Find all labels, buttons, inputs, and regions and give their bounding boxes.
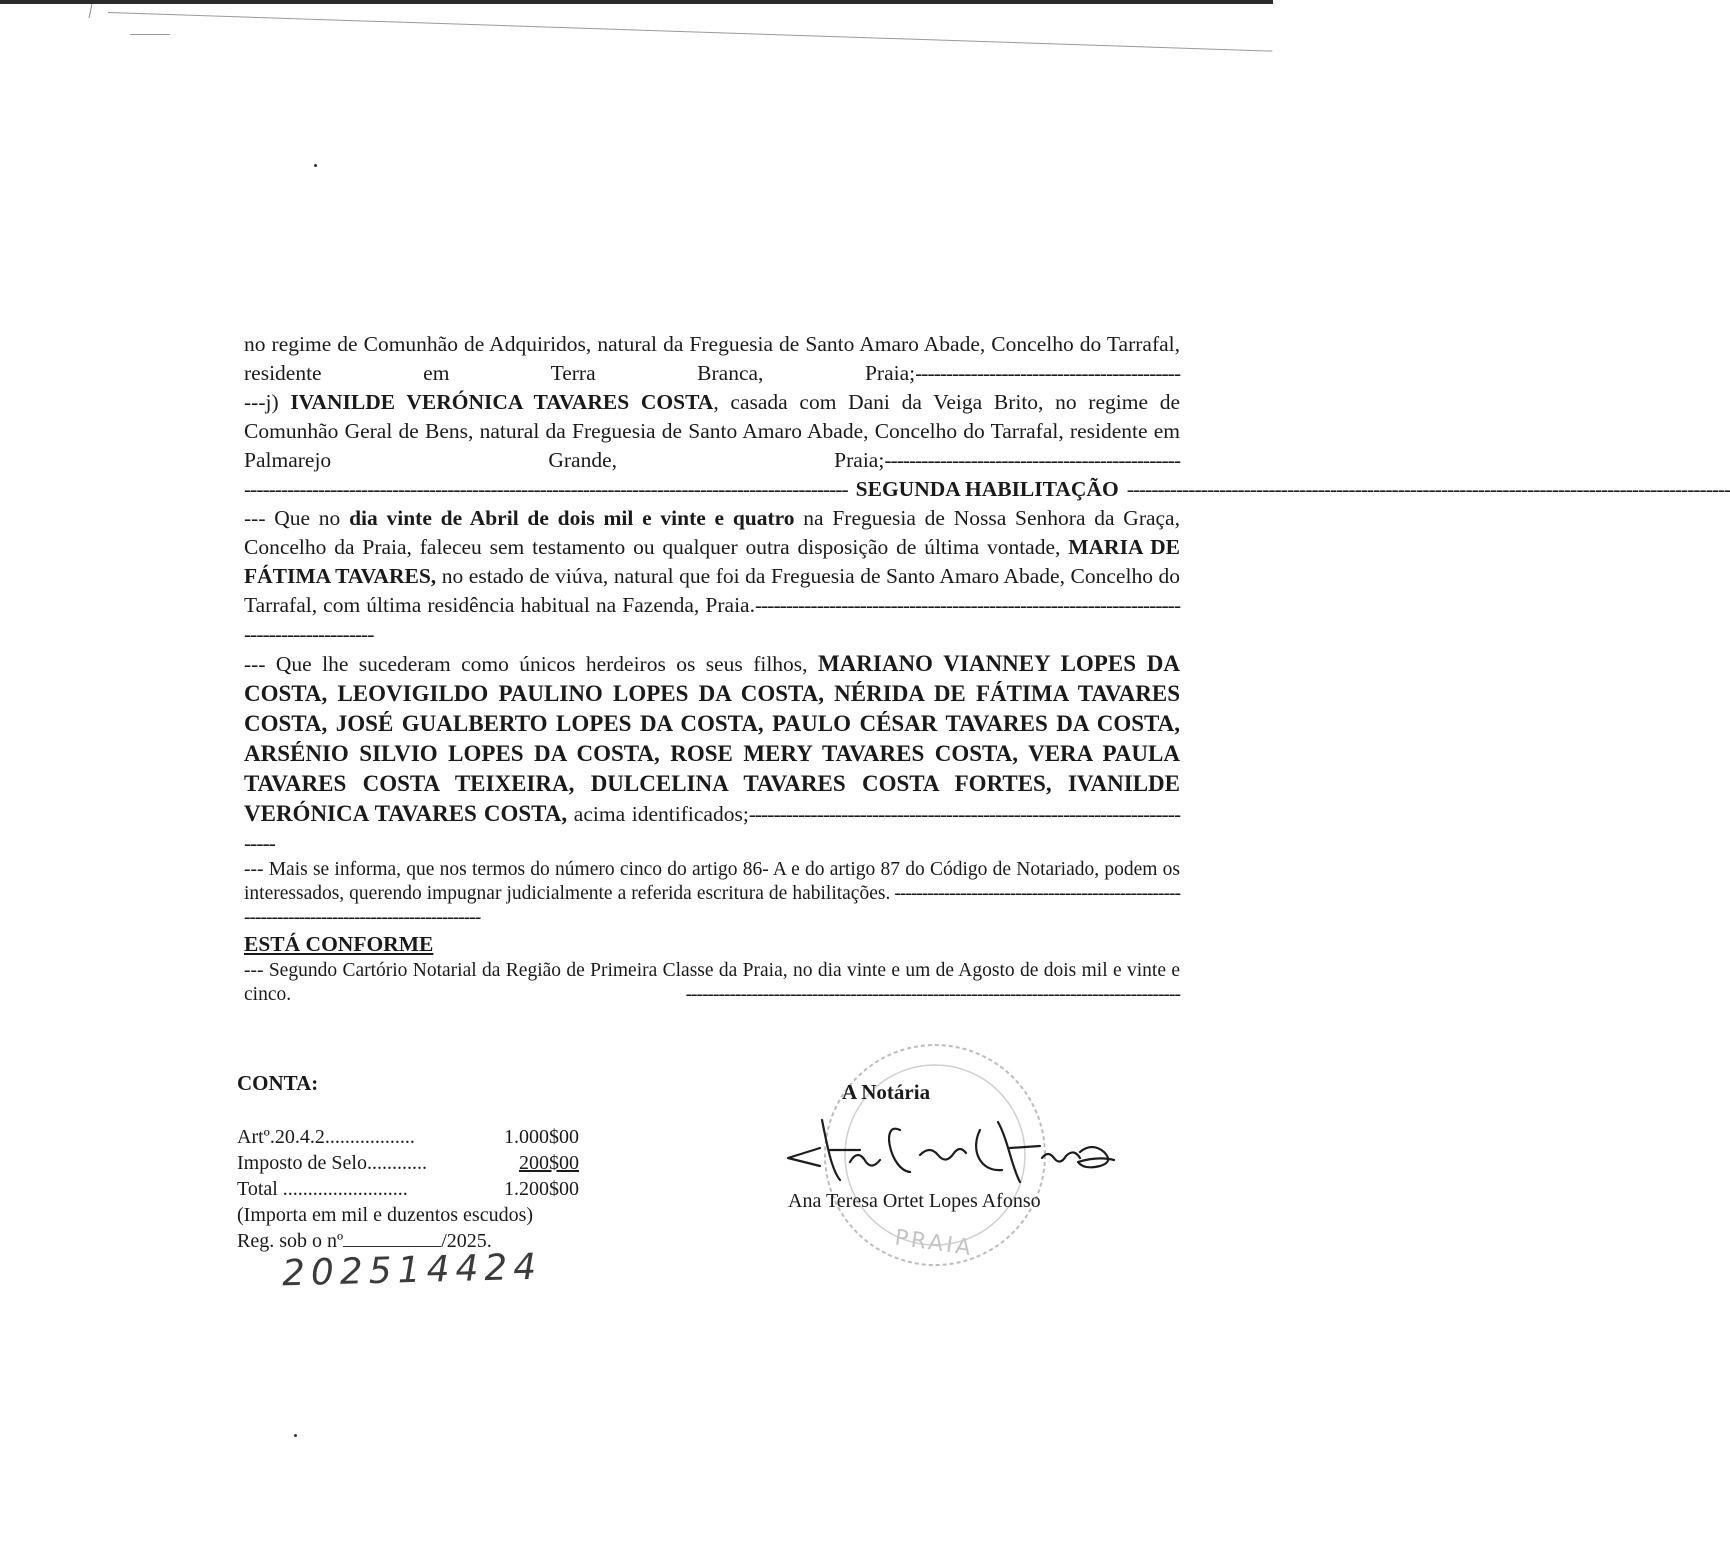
document-body [244, 330, 1730, 1007]
paragraph-regime: no regime de Comunhão de Adquiridos, natural da Freguesia de Santo Amaro Abade, Concelho do Tarrafal, residente em Terra Branca, Praia;------------------------------------------- [244, 332, 1180, 385]
heirs-names: MARIANO VIANNEY LOPES DA COSTA, LEOVIGILDO PAULINO LOPES DA COSTA, NÉRIDA DE FÁTIMA TAVARES COSTA, JOSÉ GUALBERTO LOPES DA COSTA, PAULO CÉSAR TAVARES DA COSTA, ARSÉNIO SILVIO LOPES DA COSTA, ROSE MERY TAVARES COSTA, VERA PAULA TAVARES COSTA TEIXEIRA, DULCELINA TAVARES COSTA FORTES, IVANILDE VERÓNICA TAVARES COSTA, [244, 651, 1180, 826]
paragraph-info: --- Mais se informa, que nos termos do número cinco do artigo 86- A e do artigo 87 do Código de Notariado, podem os interessados, querendo impugnar judicialmente a referida escritura de habilitações. ----------------------------------------------------------------------------------------------- [244, 859, 1181, 928]
conforme-heading: ESTÁ CONFORME [244, 932, 434, 956]
notary-signature [780, 1100, 1140, 1190]
section-heading-line: -------------------------------------------------------------------------------------------------- SEGUNDA HABILITAÇÃO -------------------------------------------------------------------------------------------------- [244, 475, 1180, 504]
scan-dot [294, 1434, 297, 1437]
conta-row: Total ......................... 1.200$00 [237, 1178, 579, 1200]
paragraph-closing: --- Segundo Cartório Notarial da Região de Primeira Classe da Praia, no dia vinte e um de Agosto de dois mil e vinte e cinco. ------------------------------------------------------------------------------------------ [244, 960, 1180, 1005]
section-heading: SEGUNDA HABILITAÇÃO [855, 477, 1119, 501]
scan-dot [314, 164, 317, 167]
paragraph-item-j: ---j) IVANILDE VERÓNICA TAVARES COSTA, casada com Dani da Veiga Brito, no regime de Comunhão Geral de Bens, natural da Freguesia de Santo Amaro Abade, Concelho do Tarrafal, residente em Palmarejo Grande, Praia;------------------------------------------------ [244, 390, 1180, 472]
conta-row: Artº.20.4.2.................. 1.000$00 [237, 1126, 579, 1148]
svg-text:PRAIA: PRAIA [893, 1225, 976, 1262]
paragraph-heirs: --- Que lhe sucederam como únicos herdeiros os seus filhos, MARIANO VIANNEY LOPES DA COSTA, LEOVIGILDO PAULINO LOPES DA COSTA, NÉRIDA DE FÁTIMA TAVARES COSTA, JOSÉ GUALBERTO LOPES DA COSTA, PAULO CÉSAR TAVARES DA COSTA, ARSÉNIO SILVIO LOPES DA COSTA, ROSE MERY TAVARES COSTA, VERA PAULA TAVARES COSTA TEIXEIRA, DULCELINA TAVARES COSTA FORTES, IVANILDE VERÓNICA TAVARES COSTA, acima identificados;--------------------------------------------------------------------------- [244, 651, 1180, 855]
scan-line [130, 34, 170, 35]
notary-name: Ana Teresa Ortet Lopes Afonso [788, 1190, 1041, 1212]
scan-border [0, 0, 1273, 4]
conta-row: Imposto de Selo............ 200$00 [237, 1152, 579, 1174]
conta-section [237, 1070, 597, 1254]
heir-name: IVANILDE VERÓNICA TAVARES COSTA [290, 390, 714, 414]
conta-title: CONTA: [237, 1071, 319, 1095]
conta-importa: (Importa em mil e duzentos escudos) [237, 1204, 534, 1226]
registration-line: Reg. sob o nº /2025. [237, 1230, 492, 1252]
scan-mark [89, 4, 93, 18]
scan-line [108, 12, 1272, 52]
paragraph-death: --- Que no dia vinte de Abril de dois mil e vinte e quatro na Freguesia de Nossa Senhora da Graça, Concelho da Praia, faleceu sem testamento ou qualquer outra disposição de última vontade, MARIA DE FÁTIMA TAVARES, no estado de viúva, natural que foi da Freguesia de Santo Amaro Abade, Concelho do Tarrafal, com última residência habitual na Fazenda, Praia.------------------------------------------------------------------------------------------ [244, 506, 1181, 646]
notary-label: A Notária [842, 1080, 931, 1104]
handwritten-registration-number: 202514424 [281, 1246, 543, 1295]
